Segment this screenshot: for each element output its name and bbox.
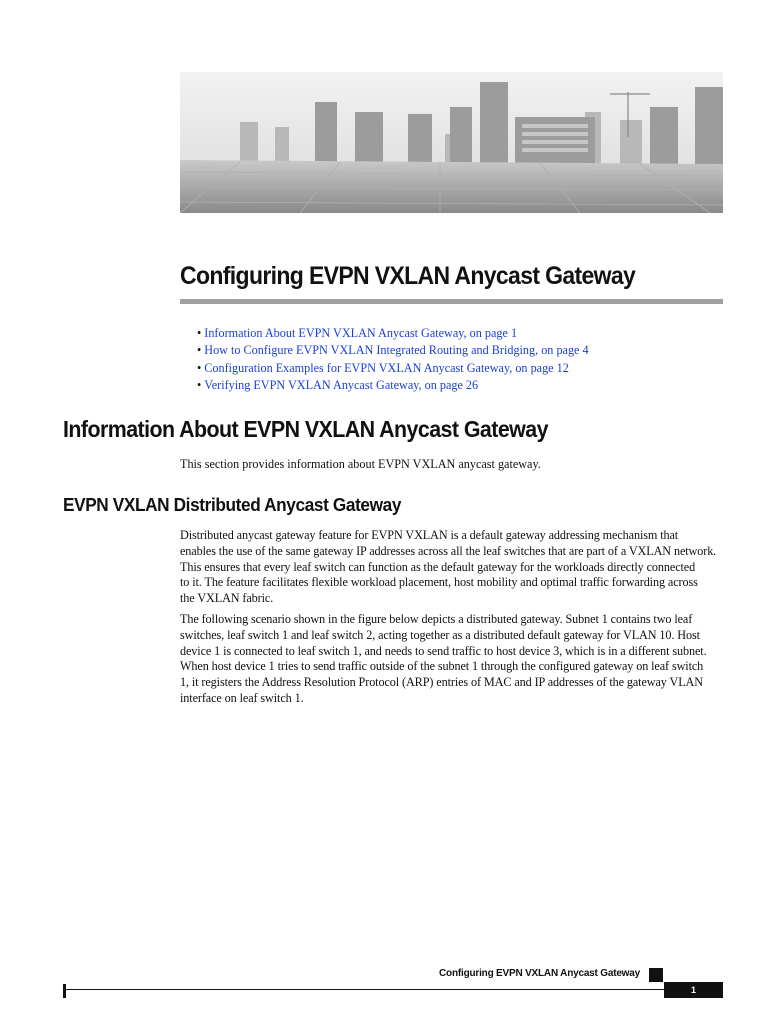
page-number: 1 bbox=[664, 982, 723, 998]
section-intro: This section provides information about EVPN VXLAN anycast gateway. bbox=[180, 457, 541, 471]
text-line: This ensures that every leaf switch can function as the default gateway for the workloads directly connected bbox=[180, 559, 696, 574]
text-line: to it. The feature facilitates flexible workload placement, host mobility and optimal traffic forwarding across bbox=[180, 575, 698, 590]
text-line: switches, leaf switch 1 and leaf switch 2, acting together as a distributed default gateway for VLAN 10. Host bbox=[180, 627, 700, 642]
text-line: device 1 is connected to leaf switch 1, and needs to send traffic to host device 3, which is in a different subnet. bbox=[180, 643, 707, 658]
footer-rule bbox=[64, 989, 723, 990]
section-heading: Information About EVPN VXLAN Anycast Gateway bbox=[63, 416, 548, 442]
toc-item bbox=[197, 342, 589, 359]
bullet: • bbox=[197, 326, 202, 340]
chapter-banner-image bbox=[180, 72, 723, 213]
bullet: • bbox=[197, 360, 202, 375]
chapter-title: Configuring EVPN VXLAN Anycast Gateway bbox=[180, 262, 636, 290]
toc-link[interactable]: Configuration Examples for EVPN VXLAN Anycast Gateway, on page 12 bbox=[204, 360, 569, 375]
paragraph-1 bbox=[180, 528, 725, 607]
chapter-toc bbox=[197, 325, 589, 394]
bullet: • bbox=[197, 343, 202, 358]
toc-item bbox=[197, 360, 589, 377]
text-line: the VXLAN fabric. bbox=[180, 591, 274, 606]
bullet: • bbox=[197, 377, 202, 392]
text-line: 1, it registers the Address Resolution Protocol (ARP) entries of MAC and IP addresses of the gateway VLAN bbox=[180, 675, 703, 690]
text-line: The following scenario shown in the figure below depicts a distributed gateway. Subnet 1 contains two leaf bbox=[180, 612, 693, 626]
text-line: When host device 1 tries to send traffic outside of the subnet 1 through the configured gateway on leaf switch bbox=[180, 659, 704, 674]
toc-item bbox=[197, 325, 589, 342]
toc-link[interactable]: Verifying EVPN VXLAN Anycast Gateway, on page 26 bbox=[204, 377, 479, 392]
toc-link[interactable]: Information About EVPN VXLAN Anycast Gateway, on page 1 bbox=[204, 326, 518, 340]
footer-square bbox=[649, 968, 663, 982]
footer-chapter-title: Configuring EVPN VXLAN Anycast Gateway bbox=[439, 968, 640, 979]
text-line: interface on leaf switch 1. bbox=[180, 690, 304, 705]
title-rule bbox=[180, 299, 723, 304]
paragraph-2 bbox=[180, 612, 725, 707]
text-line: enables the use of the same gateway IP addresses across all the leaf switches that are part of a VXLAN network. bbox=[180, 543, 717, 558]
toc-link[interactable]: How to Configure EVPN VXLAN Integrated Routing and Bridging, on page 4 bbox=[204, 343, 589, 358]
toc-item bbox=[197, 377, 589, 394]
footer-mark bbox=[63, 984, 66, 998]
subsection-heading: EVPN VXLAN Distributed Anycast Gateway bbox=[63, 494, 402, 515]
text-line: Distributed anycast gateway feature for EVPN VXLAN is a default gateway addressing mechanism that bbox=[180, 528, 679, 542]
